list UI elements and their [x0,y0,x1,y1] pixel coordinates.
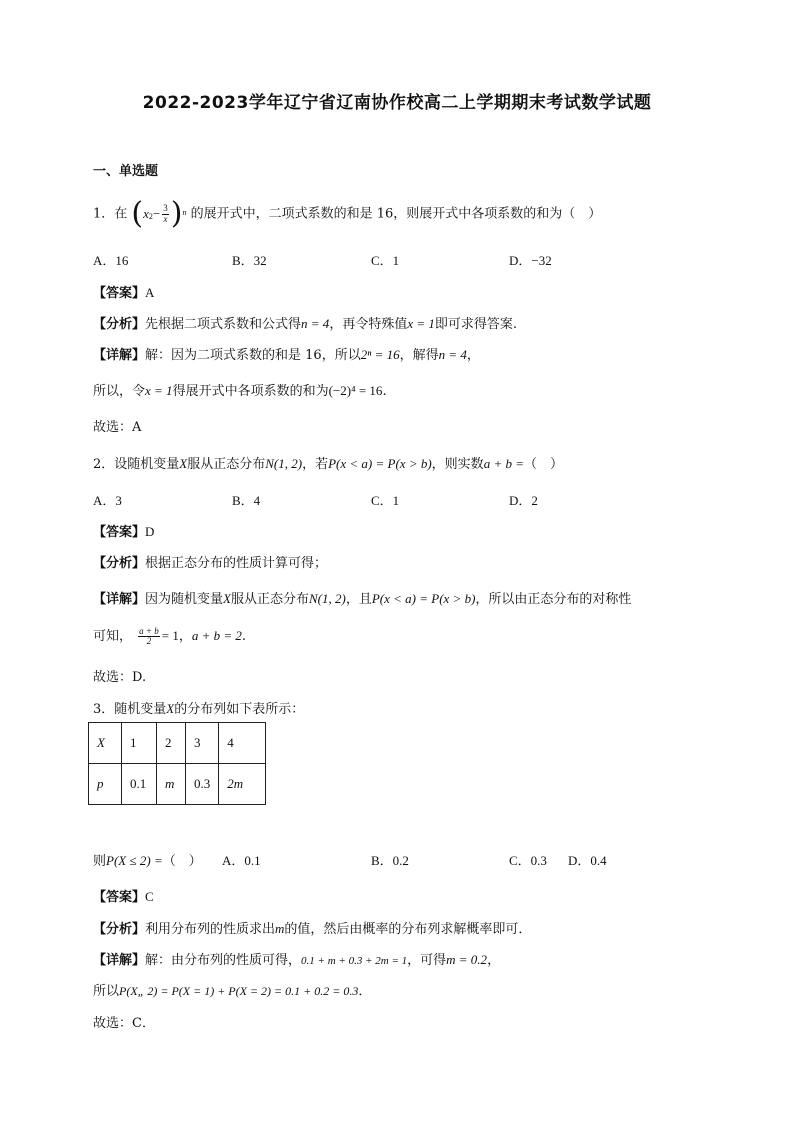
q2-detail-math-1: X [223,591,231,606]
q1-detail-line1 [93,344,480,363]
q1-option-d: D．−32 [509,253,552,268]
q1-stem [93,196,601,232]
q2-detail-math-3: P(x < a) = P(x > b) [371,591,476,606]
q3-option-d: D．0.4 [568,853,607,868]
q3-ask-text-b: （ ） [162,854,202,869]
q2-answer-value: D [145,524,155,539]
q1-detail-text-c: ， [466,348,480,363]
q1-option-c: C．1 [371,253,400,268]
q2-fraction [138,627,160,647]
q2-stem-text-b: ，若 [302,457,329,472]
q3-detail-text-b: ，可得 [407,953,447,968]
table-row [89,723,266,764]
q1-detail-line2 [93,380,387,399]
table-cell: 0.1 [122,764,157,805]
table-cell: 0.3 [186,764,219,805]
q3-ask-math: P(X ≤ 2) = [106,853,163,868]
q1-bin-fraction [162,204,169,224]
q1-option-a: A．16 [93,253,129,268]
q2-stem [93,453,563,472]
q1-analysis [93,313,517,332]
q1-stem-rest: 的展开式中，二项式系数的和是 16，则展开式中各项系数的和为（ ） [190,206,602,222]
q1-option-b: B．32 [232,253,267,268]
q2-line2-text-b: ， [178,629,192,644]
q3-ask-text-a: 则 [93,854,107,869]
q2-option-a: A．3 [93,493,122,508]
q3-detail-math-1: 0.1 + m + 0.3 + 2m = 1 [301,955,408,967]
table-cell: 4 [219,723,266,764]
q2-fraction-num: a + b [139,625,159,636]
q1-detail-text-b: ，解得 [399,348,439,363]
q2-option-c: C．1 [371,493,400,508]
q1-detail-tag: 【详解】 [93,348,146,363]
q1-bin-outer-exp: n [182,208,187,217]
distribution-table [88,722,266,805]
q2-math-ab: a + b = [483,456,524,471]
table-cell: 2m [219,764,266,805]
q3-line2-text-a: 所以 [93,984,120,999]
q3-math-x: X [166,701,175,716]
q2-detail-math-2: N(1, 2) [309,591,346,606]
q1-bin-exp: 2 [148,212,153,221]
q3-number: 3．随机变量 [93,702,167,717]
q1-line2-math-1: x = 1 [145,383,173,398]
q2-detail-line2 [93,622,246,651]
q3-option-c: C．0.3 [509,853,547,868]
q3-ask [93,850,202,869]
q1-binomial [131,196,186,232]
q2-answer [93,521,154,540]
q2-math-prob: P(x < a) = P(x > b) [328,456,432,471]
q1-left-paren: ( [131,196,144,231]
q1-analysis-math-1: n = 4 [301,316,330,331]
q3-analysis-text-b: 的值，然后由概率的分布列求解概率即可． [284,922,532,937]
q3-answer-tag: 【答案】 [93,890,146,905]
q3-detail-line1 [93,949,500,968]
q1-analysis-text-c: 即可求得答案. [434,317,518,332]
q1-number: 1．在 [93,206,128,222]
q1-bin-den: x [163,213,168,224]
q1-answer-tag: 【答案】 [93,286,146,301]
table-cell: 1 [122,723,157,764]
q1-analysis-text-b: ，再令特殊值 [329,317,408,332]
q2-stem-text-a: 服从正态分布 [187,457,266,472]
q2-math-normal: N(1, 2) [265,456,303,471]
q3-detail-math-2: m = 0.2 [446,952,488,967]
q2-fraction-den: 2 [146,636,152,646]
q2-detail-text-c: ，且 [345,592,372,607]
q2-analysis [93,552,327,571]
section-heading: 一、单选题 [93,164,159,179]
q2-choice: 故选：D. [93,670,147,685]
q1-analysis-tag: 【分析】 [93,317,146,332]
q2-stem-text-d: （ ） [523,457,563,472]
q1-line2-text-c: . [382,384,387,399]
table-cell: m [157,764,186,805]
document-title: 2022-2023学年辽宁省辽南协作校高二上学期期末考试数学试题 [142,93,652,113]
q2-detail-text-a: 因为随机变量 [145,592,224,607]
q2-detail-text-b: 服从正态分布 [230,592,309,607]
q1-line2-math-2: (−2)⁴ = 16 [328,383,383,398]
q3-option-a: A．0.1 [222,853,261,868]
q2-line2-math-1: = 1 [161,628,179,643]
q2-analysis-text: 根据正态分布的性质计算可得； [145,556,328,571]
q1-detail-math-2: n = 4 [438,347,467,362]
q1-answer-value: A [145,285,155,300]
q3-choice: 故选：C． [93,1016,155,1031]
q2-line2-text-a: 可知， [93,629,133,644]
q3-answer [93,886,154,905]
q2-analysis-tag: 【分析】 [93,556,146,571]
q2-answer-tag: 【答案】 [93,525,146,540]
q1-bin-base: x [143,206,149,221]
q1-bin-minus: − [152,206,161,221]
q2-line2-math-2: a + b = 2 [191,628,242,643]
q1-choice: 故选：A [93,420,142,435]
q3-stem [93,698,304,717]
q2-math-x: X [179,456,188,471]
q1-right-paren: ) [170,196,183,231]
q2-detail-tag: 【详解】 [93,592,146,607]
table-row [89,764,266,805]
q3-line2-text-b: ． [358,984,372,999]
q1-detail-text-a: 解：因为二项式系数的和是 16，所以 [145,348,361,363]
q3-detail-text-a: 解：由分布列的性质可得， [145,953,302,968]
q3-analysis [93,918,531,937]
q2-number: 2．设随机变量 [93,457,180,472]
q3-answer-value: C [145,889,154,904]
q3-detail-line2 [93,980,371,999]
q3-analysis-math: m [275,921,285,936]
table-cell: 3 [186,723,219,764]
table-cell: p [89,764,122,805]
q2-detail-line1 [93,588,631,607]
q1-analysis-text-a: 先根据二项式系数和公式得 [145,317,302,332]
q3-detail-text-c: ， [487,953,501,968]
q3-detail-tag: 【详解】 [93,953,146,968]
q2-line2-text-c: . [241,629,247,644]
q1-analysis-math-2: x = 1 [407,316,435,331]
q2-option-b: B．4 [232,493,261,508]
q3-analysis-text-a: 利用分布列的性质求出 [145,922,276,937]
q3-analysis-tag: 【分析】 [93,922,146,937]
table-cell: 2 [157,723,186,764]
q1-bin-num: 3 [163,203,168,214]
q3-stem-text: 的分布列如下表所示： [174,702,305,717]
q3-option-b: B．0.2 [371,853,409,868]
q2-detail-text-d: ，所以由正态分布的对称性 [475,592,632,607]
q1-line2-text-a: 所以，令 [93,384,146,399]
q2-stem-text-c: ，则实数 [431,457,484,472]
q1-line2-text-b: 得展开式中各项系数的和为 [172,384,329,399]
q3-line2-math: P(X„ 2) = P(X = 1) + P(X = 2) = 0.1 + 0.2 = 0.3 [119,984,359,998]
q1-answer [93,282,154,301]
q1-detail-math-1: 2ⁿ = 16 [360,347,400,362]
table-cell: X [89,723,122,764]
q2-option-d: D．2 [509,493,538,508]
